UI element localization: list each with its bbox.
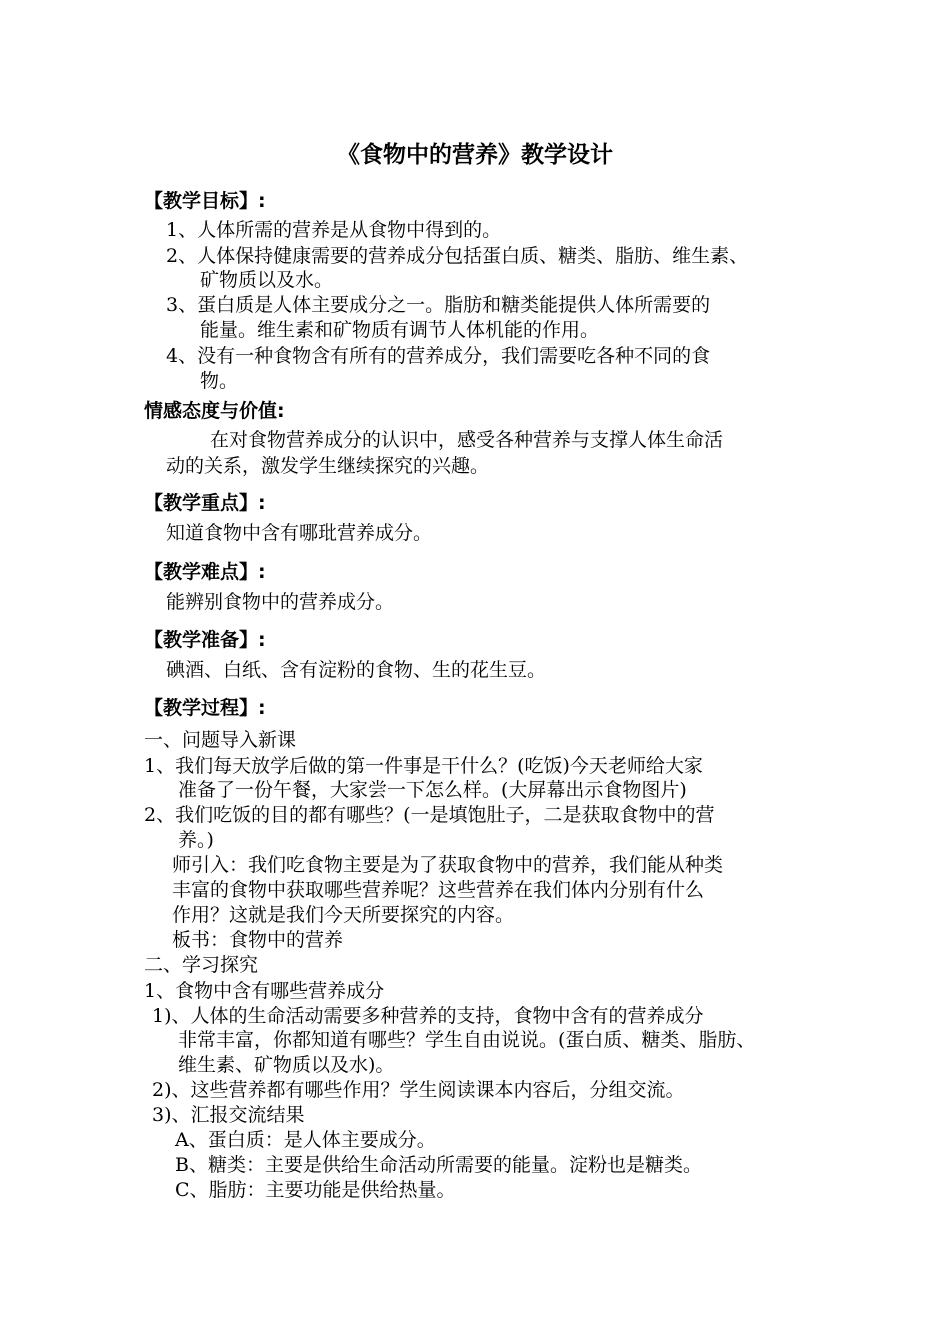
process-line: A、蛋白质：是人体主要成分。: [175, 1129, 436, 1151]
process-line: 养。): [178, 829, 214, 851]
process-line: 二、学习探究: [144, 954, 259, 976]
goal-line: 物。: [200, 370, 239, 392]
process-line: 准备了一份午餐，大家尝一下怎么样。(大屏幕出示食物图片): [178, 779, 687, 801]
attitude-line: 动的关系，激发学生继续探究的兴趣。: [166, 455, 490, 477]
process-line: 丰富的食物中获取哪些营养呢？这些营养在我们体内分别有什么: [172, 879, 705, 901]
process-line: 1、我们每天放学后做的第一件事是干什么？(吃饭)今天老师给大家: [144, 755, 703, 777]
goal-line: 1、人体所需的营养是从食物中得到的。: [166, 219, 502, 241]
process-line: 3)、汇报交流结果: [152, 1104, 305, 1126]
process-line: 1、食物中含有哪些营养成分: [144, 980, 385, 1002]
section-heading-key-point: 【教学重点】:: [144, 492, 266, 514]
attitude-line: 在对食物营养成分的认识中，感受各种营养与支撑人体生命活: [210, 429, 724, 451]
section-heading-process: 【教学过程】:: [144, 697, 266, 719]
process-line: 板书：食物中的营养: [172, 929, 344, 951]
process-line: 作用？这就是我们今天所要探究的内容。: [172, 904, 515, 926]
section-heading-attitude: 情感态度与价值:: [144, 400, 285, 422]
process-line: 非常丰富，你都知道有哪些？学生自由说说。(蛋白质、糖类、脂肪、: [178, 1029, 756, 1051]
process-line: C、脂肪：主要功能是供给热量。: [175, 1179, 456, 1201]
section-heading-preparation: 【教学准备】:: [144, 629, 266, 651]
process-line: 一、问题导入新课: [144, 729, 297, 751]
goal-line: 4、没有一种食物含有所有的营养成分，我们需要吃各种不同的食: [166, 345, 711, 367]
goal-line: 能量。维生素和矿物质有调节人体机能的作用。: [200, 319, 600, 341]
process-line: 1)、人体的生命活动需要多种营养的支持，食物中含有的营养成分: [152, 1005, 704, 1027]
process-line: 师引入：我们吃食物主要是为了获取食物中的营养，我们能从种类: [172, 854, 724, 876]
preparation-text: 碘酒、白纸、含有淀粉的食物、生的花生豆。: [166, 659, 547, 681]
section-heading-goals: 【教学目标】:: [144, 190, 266, 212]
section-heading-difficulty: 【教学难点】:: [144, 561, 266, 583]
process-line: B、糖类：主要是供给生命活动所需要的能量。淀粉也是糖类。: [175, 1154, 702, 1176]
goal-line: 2、人体保持健康需要的营养成分包括蛋白质、糖类、脂肪、维生素、: [166, 245, 749, 267]
process-line: 2、我们吃饭的目的都有哪些？(一是填饱肚子，二是获取食物中的营: [144, 804, 715, 826]
process-line: 维生素、矿物质以及水)。: [178, 1054, 395, 1076]
difficulty-text: 能辨别食物中的营养成分。: [166, 591, 395, 613]
process-line: 2)、这些营养都有哪些作用？学生阅读课本内容后，分组交流。: [152, 1079, 685, 1101]
goal-line: 3、蛋白质是人体主要成分之一。脂肪和糖类能提供人体所需要的: [166, 294, 711, 316]
goal-line: 矿物质以及水。: [200, 269, 334, 291]
key-point-text: 知道食物中含有哪玭营养成分。: [166, 522, 433, 544]
document-title: 《食物中的营养》教学设计: [337, 142, 613, 168]
